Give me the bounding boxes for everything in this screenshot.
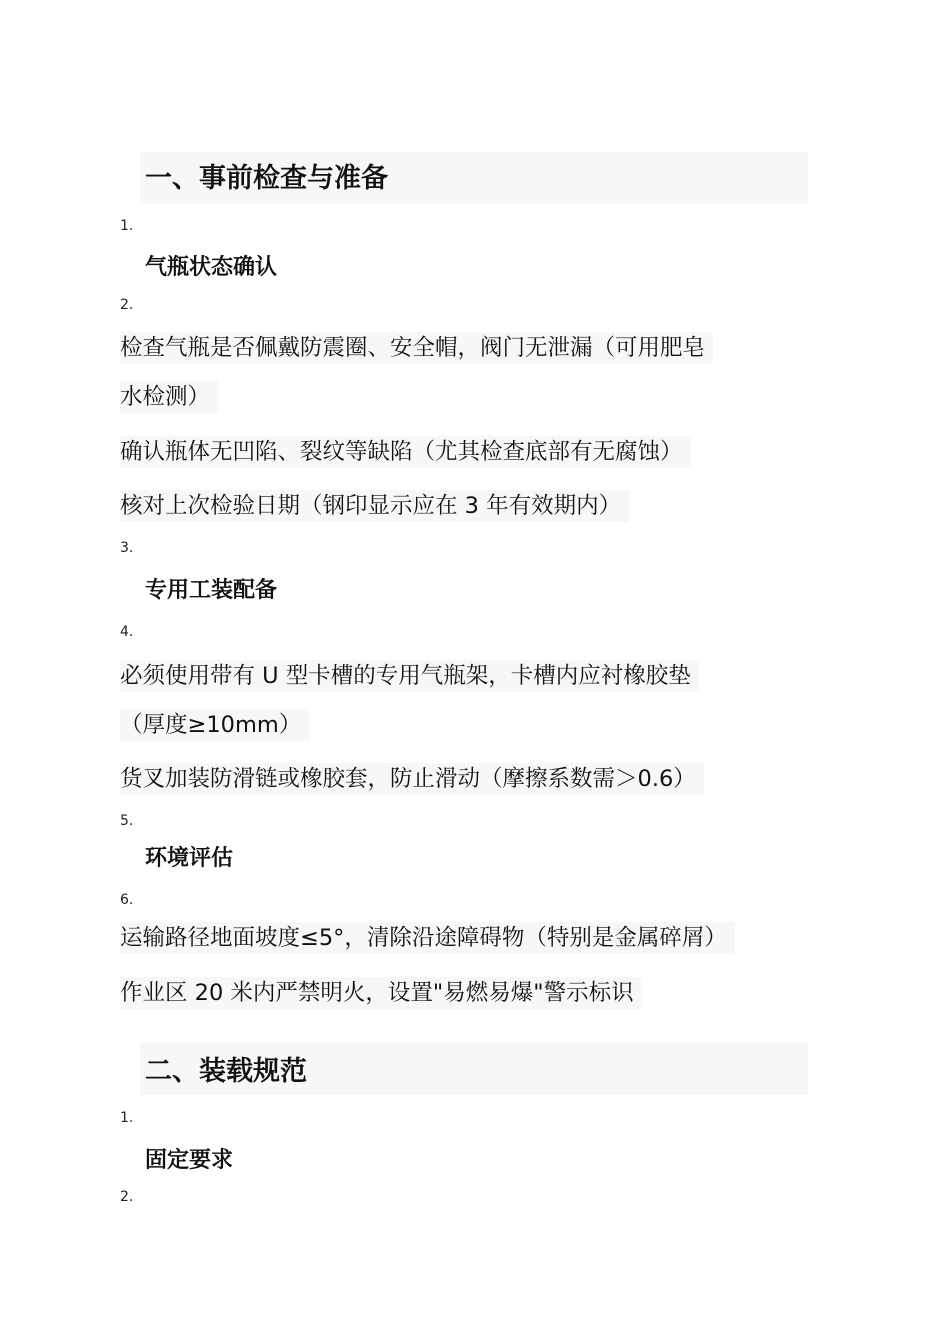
section-title: 二、装载规范 [145, 1056, 307, 1087]
section-title: 一、事前检查与准备 [145, 163, 388, 194]
list-number: 2. [120, 297, 134, 313]
subsection-heading: 固定要求 [145, 1148, 234, 1173]
paragraph-line: 检查气瓶是否佩戴防震圈、安全帽，阀门无泄漏（可用肥皂 [120, 332, 713, 364]
list-number: 5. [120, 813, 134, 829]
paragraph-line: 核对上次检验日期（钢印显示应在 3 年有效期内） [120, 490, 629, 522]
subsection-heading: 环境评估 [145, 846, 234, 871]
list-number: 1. [120, 218, 134, 234]
list-number: 1. [120, 1110, 134, 1126]
subsection-heading: 气瓶状态确认 [145, 255, 278, 280]
paragraph-line: 确认瓶体无凹陷、裂纹等缺陷（尤其检查底部有无腐蚀） [120, 436, 691, 468]
paragraph-line: （厚度≥10mm） [120, 709, 309, 741]
paragraph-line: 作业区 20 米内严禁明火，设置"易燃易爆"警示标识 [120, 977, 642, 1009]
subsection-heading: 专用工装配备 [145, 578, 278, 603]
list-number: 2. [120, 1189, 134, 1205]
list-number: 3. [120, 540, 134, 556]
paragraph-line: 货叉加装防滑链或橡胶套，防止滑动（摩擦系数需＞0.6） [120, 763, 704, 795]
paragraph-line: 必须使用带有 U 型卡槽的专用气瓶架，卡槽内应衬橡胶垫 [120, 660, 699, 692]
paragraph-line: 运输路径地面坡度≤5°，清除沿途障碍物（特别是金属碎屑） [120, 922, 735, 954]
list-number: 6. [120, 892, 134, 908]
paragraph-line: 水检测） [120, 381, 218, 413]
list-number: 4. [120, 624, 134, 640]
